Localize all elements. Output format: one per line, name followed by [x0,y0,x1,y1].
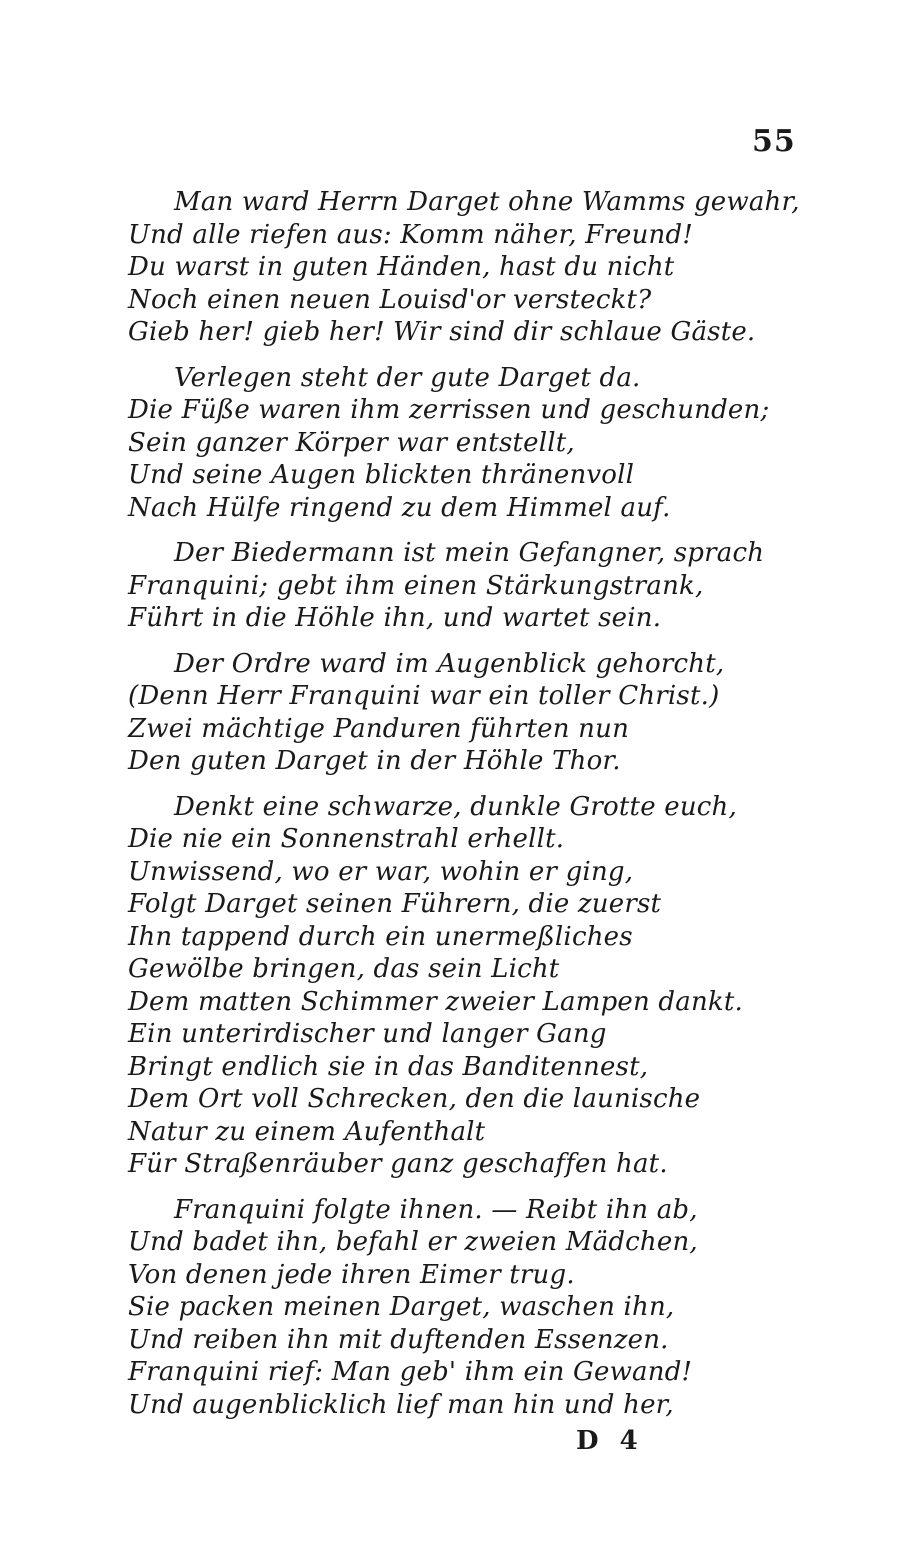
poem-line: Von denen jede ihren Eimer trug. [128,1259,575,1290]
stanza [128,791,768,1181]
poem-line: Gieb her! gieb her! Wir sind dir schlaue Gäste. [128,317,756,347]
poem-line: Und reiben ihn mit duftenden Essenzen. [128,1324,669,1355]
stanza [128,186,800,349]
poem-line: Natur zu einem Aufenthalt [128,1116,486,1147]
poem-line: Dem Ort voll Schrecken, den die launische [128,1084,701,1114]
poem-line: Und augenblicklich lief man hin und her, [128,1389,674,1420]
poem-line: Der Biedermann ist mein Gefangner, sprach [174,538,765,568]
poem-line: Franquini folgte ihnen. — Reibt ihn ab, [174,1194,698,1225]
poem-line: Die Füße waren ihm zerrissen und geschunden; [128,395,770,425]
poem-line: Zwei mächtige Panduren führten nun [128,713,630,744]
poem-line: Folgt Darget seinen Führern, die zuerst [128,889,662,919]
poem-body [128,186,800,1434]
poem-line: Gewölbe bringen, das sein Licht [128,954,560,984]
poem-line: Verlegen steht der gute Darget da. [174,362,641,393]
poem-line: Der Ordre ward im Augenblick gehorcht, [174,648,725,679]
poem-line: Noch einen neuen Louisd'or versteckt? [128,284,652,315]
poem-line: Dem matten Schimmer zweier Lampen dankt. [128,986,743,1017]
poem-line: Ihn tappend durch ein unermeßliches [128,921,633,952]
poem-line: Sein ganzer Körper war entstellt, [128,427,575,458]
poem-line: Franquini rief: Man geb' ihm ein Gewand! [128,1357,693,1387]
poem-line: Und alle riefen aus: Komm näher, Freund! [128,219,693,250]
poem-line: Bringt endlich sie in das Banditennest, [128,1051,649,1082]
poem-line: Und seine Augen blickten thränenvoll [128,460,635,490]
poem-line: Und badet ihn, befahl er zweien Mädchen, [128,1227,698,1257]
stanza [128,648,768,778]
poem-line: Denkt eine schwarze, dunkle Grotte euch, [174,791,737,822]
poem-line: Unwissend, wo er war, wohin er ging, [128,856,634,887]
page-number: 55 [752,124,796,159]
stanza [128,1194,768,1422]
poem-line: Sie packen meinen Darget, waschen ihn, [128,1292,675,1322]
poem-line: Ein unterirdischer und langer Gang [128,1019,607,1049]
poem-line: Man ward Herrn Darget ohne Wamms gewahr, [174,187,800,217]
poem-line: Führt in die Höhle ihn, und wartet sein. [128,603,662,633]
poem-line: Nach Hülfe ringend zu dem Himmel auf. [128,492,671,523]
stanza [128,362,768,525]
poem-line: Für Straßenräuber ganz geschaffen hat. [128,1149,668,1179]
poem-line: Die nie ein Sonnenstrahl erhellt. [128,824,565,854]
poem-line: (Denn Herr Franquini war ein toller Christ.) [128,681,720,711]
stanza [128,537,768,635]
poem-line: Du warst in guten Händen, hast du nicht [128,252,675,282]
poem-line: Den guten Darget in der Höhle Thor. [128,746,621,776]
poem-line: Franquini; gebt ihm einen Stärkungstrank, [128,570,704,601]
signature-mark: D 4 [576,1426,644,1456]
